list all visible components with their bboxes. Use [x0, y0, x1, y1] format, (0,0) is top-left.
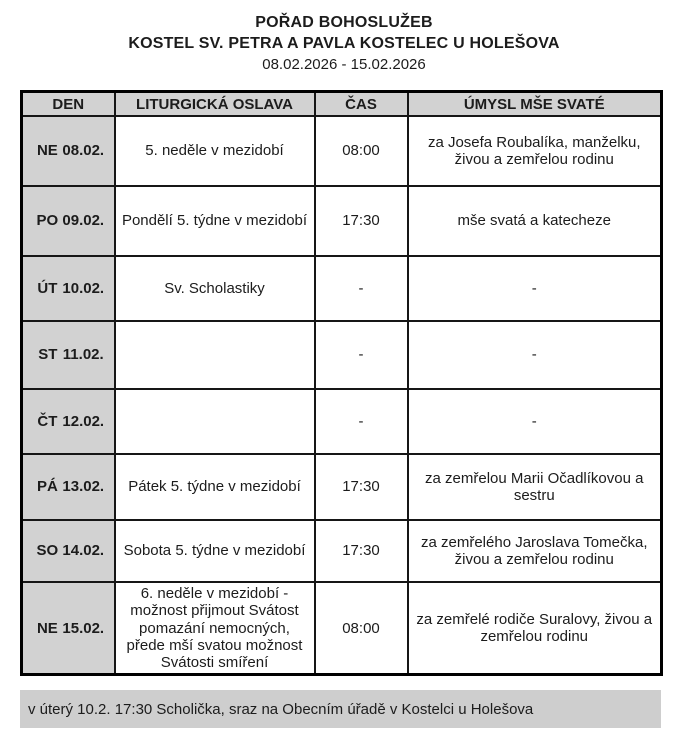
- celebration-cell: 6. neděle v mezidobí - možnost přijmout Svátost pomazání nemocných, přede mší svatou možnost Svátosti smíření: [115, 582, 315, 675]
- day-date: 09.02.: [62, 212, 105, 230]
- day-abbr: NE: [36, 619, 58, 637]
- document-title: POŘAD BOHOSLUŽEB: [255, 14, 433, 31]
- day-cell: [22, 116, 115, 186]
- intention-cell: mše svatá a katecheze: [408, 186, 662, 256]
- day-date: 08.02.: [62, 142, 105, 160]
- day-abbr: PÁ: [36, 478, 58, 496]
- celebration-cell: 5. neděle v mezidobí: [115, 116, 315, 186]
- column-header-umysl: ÚMYSL MŠE SVATÉ: [408, 92, 662, 117]
- intention-cell: -: [408, 389, 662, 454]
- day-abbr: ČT: [37, 412, 58, 430]
- intention-cell: -: [408, 321, 662, 389]
- table-row: [22, 321, 662, 389]
- document-subtitle: KOSTEL SV. PETRA A PAVLA KOSTELEC U HOLEŠOVA: [128, 35, 560, 52]
- footer-note-bar: [20, 690, 661, 728]
- day-abbr: ÚT: [37, 279, 58, 297]
- column-header-cas: ČAS: [315, 92, 408, 117]
- intention-cell: -: [408, 256, 662, 321]
- time-cell: -: [315, 321, 408, 389]
- day-cell: [22, 389, 115, 454]
- day-cell: [22, 321, 115, 389]
- time-cell: 08:00: [315, 582, 408, 675]
- celebration-cell: Sobota 5. týdne v mezidobí: [115, 520, 315, 582]
- time-cell: 17:30: [315, 454, 408, 520]
- header-row: [22, 92, 662, 117]
- time-cell: 08:00: [315, 116, 408, 186]
- date-range: 08.02.2026 - 15.02.2026: [262, 56, 426, 73]
- intention-cell: za zemřelou Marii Očadlíkovou a sestru: [408, 454, 662, 520]
- day-cell: [22, 186, 115, 256]
- day-cell: [22, 256, 115, 321]
- day-cell: [22, 582, 115, 675]
- time-cell: 17:30: [315, 520, 408, 582]
- day-cell: [22, 454, 115, 520]
- day-cell: [22, 520, 115, 582]
- day-abbr: NE: [36, 142, 58, 160]
- day-date: 12.02.: [62, 412, 105, 430]
- celebration-cell: Pondělí 5. týdne v mezidobí: [115, 186, 315, 256]
- table-row: [22, 454, 662, 520]
- table-row: [22, 256, 662, 321]
- day-date: 10.02.: [62, 279, 105, 297]
- table-row: [22, 520, 662, 582]
- table-row: [22, 116, 662, 186]
- day-abbr: ST: [38, 346, 58, 364]
- intention-cell: za zemřelé rodiče Suralovy, živou a zemřelou rodinu: [408, 582, 662, 675]
- day-abbr: SO: [36, 542, 59, 560]
- day-date: 15.02.: [62, 619, 105, 637]
- celebration-cell: [115, 389, 315, 454]
- day-abbr: PO: [36, 212, 59, 230]
- schedule-table: [20, 90, 663, 676]
- time-cell: -: [315, 256, 408, 321]
- footer-note: v úterý 10.2. 17:30 Scholička, sraz na Obecním úřadě v Kostelci u Holešova: [28, 700, 534, 718]
- celebration-cell: Pátek 5. týdne v mezidobí: [115, 454, 315, 520]
- column-header-liturgicka-oslava: LITURGICKÁ OSLAVA: [115, 92, 315, 117]
- day-date: 14.02.: [62, 542, 105, 560]
- day-date: 11.02.: [62, 346, 104, 364]
- table-row: [22, 186, 662, 256]
- table-row: [22, 582, 662, 675]
- celebration-cell: Sv. Scholastiky: [115, 256, 315, 321]
- celebration-cell: [115, 321, 315, 389]
- document-header: [0, 0, 688, 75]
- time-cell: 17:30: [315, 186, 408, 256]
- intention-cell: za zemřelého Jaroslava Tomečka, živou a zemřelou rodinu: [408, 520, 662, 582]
- column-header-den: DEN: [22, 92, 115, 117]
- time-cell: -: [315, 389, 408, 454]
- day-date: 13.02.: [62, 478, 105, 496]
- table-row: [22, 389, 662, 454]
- intention-cell: za Josefa Roubalíka, manželku, živou a zemřelou rodinu: [408, 116, 662, 186]
